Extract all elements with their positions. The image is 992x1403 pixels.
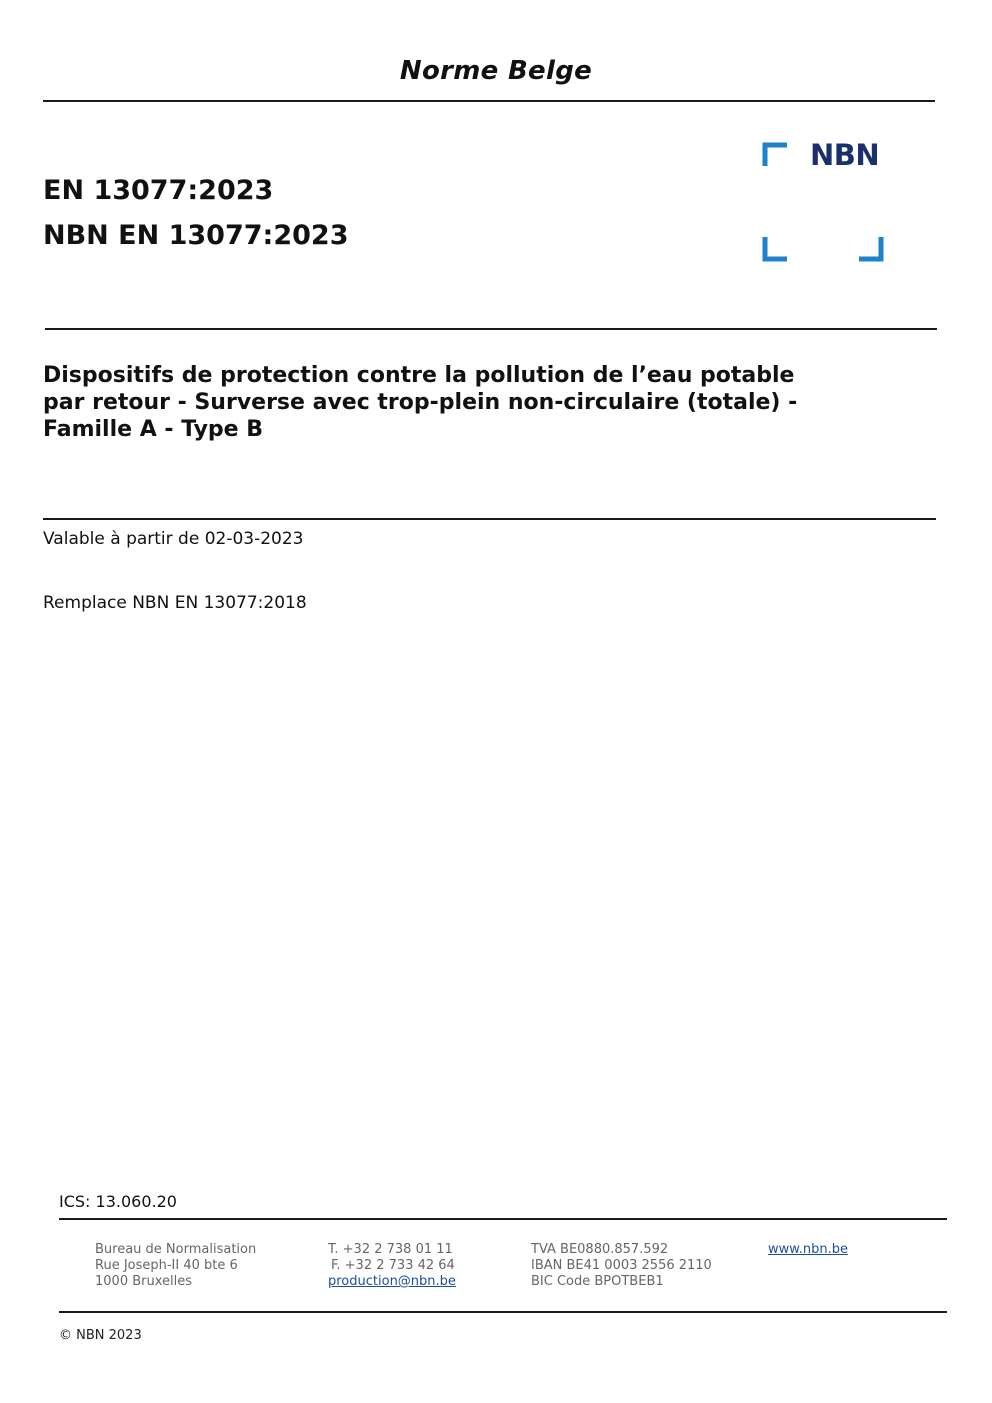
en-standard-code: EN 13077:2023 <box>43 175 274 206</box>
iban-number: IBAN BE41 0003 2556 2110 <box>531 1258 712 1273</box>
title-line: Dispositifs de protection contre la pollution de l’eau potable <box>43 363 795 388</box>
footer-bottom-divider <box>59 1311 947 1313</box>
footer-contact <box>328 1242 456 1290</box>
address-line: Rue Joseph-II 40 bte 6 <box>95 1258 238 1273</box>
address-line: Bureau de Normalisation <box>95 1242 257 1257</box>
replaces-standard: Remplace NBN EN 13077:2018 <box>43 593 307 613</box>
nbn-standard-code: NBN EN 13077:2023 <box>43 220 349 251</box>
ics-code: ICS: 13.060.20 <box>59 1192 177 1211</box>
phone-number: T. +32 2 738 01 11 <box>328 1242 453 1257</box>
nbn-logo <box>760 140 886 264</box>
validity-date: Valable à partir de 02-03-2023 <box>43 529 304 549</box>
logo-text: NBN <box>810 138 880 172</box>
bic-code: BIC Code BPOTBEB1 <box>531 1274 664 1289</box>
footer-banking <box>531 1242 712 1290</box>
footer-top-divider <box>59 1218 947 1220</box>
email-link[interactable]: production@nbn.be <box>328 1274 456 1289</box>
header-divider <box>43 100 935 102</box>
title-line: par retour - Surverse avec trop-plein non-circulaire (totale) - <box>43 390 798 415</box>
footer-web <box>768 1242 848 1258</box>
address-line: 1000 Bruxelles <box>95 1274 193 1289</box>
footer-address <box>95 1242 256 1290</box>
page-header-title: Norme Belge <box>399 56 593 86</box>
vat-number: TVA BE0880.857.592 <box>531 1242 669 1257</box>
title-divider <box>43 518 936 520</box>
title-line: Famille A - Type B <box>43 417 264 442</box>
website-link[interactable]: www.nbn.be <box>768 1242 848 1257</box>
document-title <box>43 362 903 443</box>
code-divider <box>45 328 937 330</box>
fax-number: F. +32 2 733 42 64 <box>331 1258 455 1273</box>
copyright-notice: © NBN 2023 <box>59 1328 142 1343</box>
